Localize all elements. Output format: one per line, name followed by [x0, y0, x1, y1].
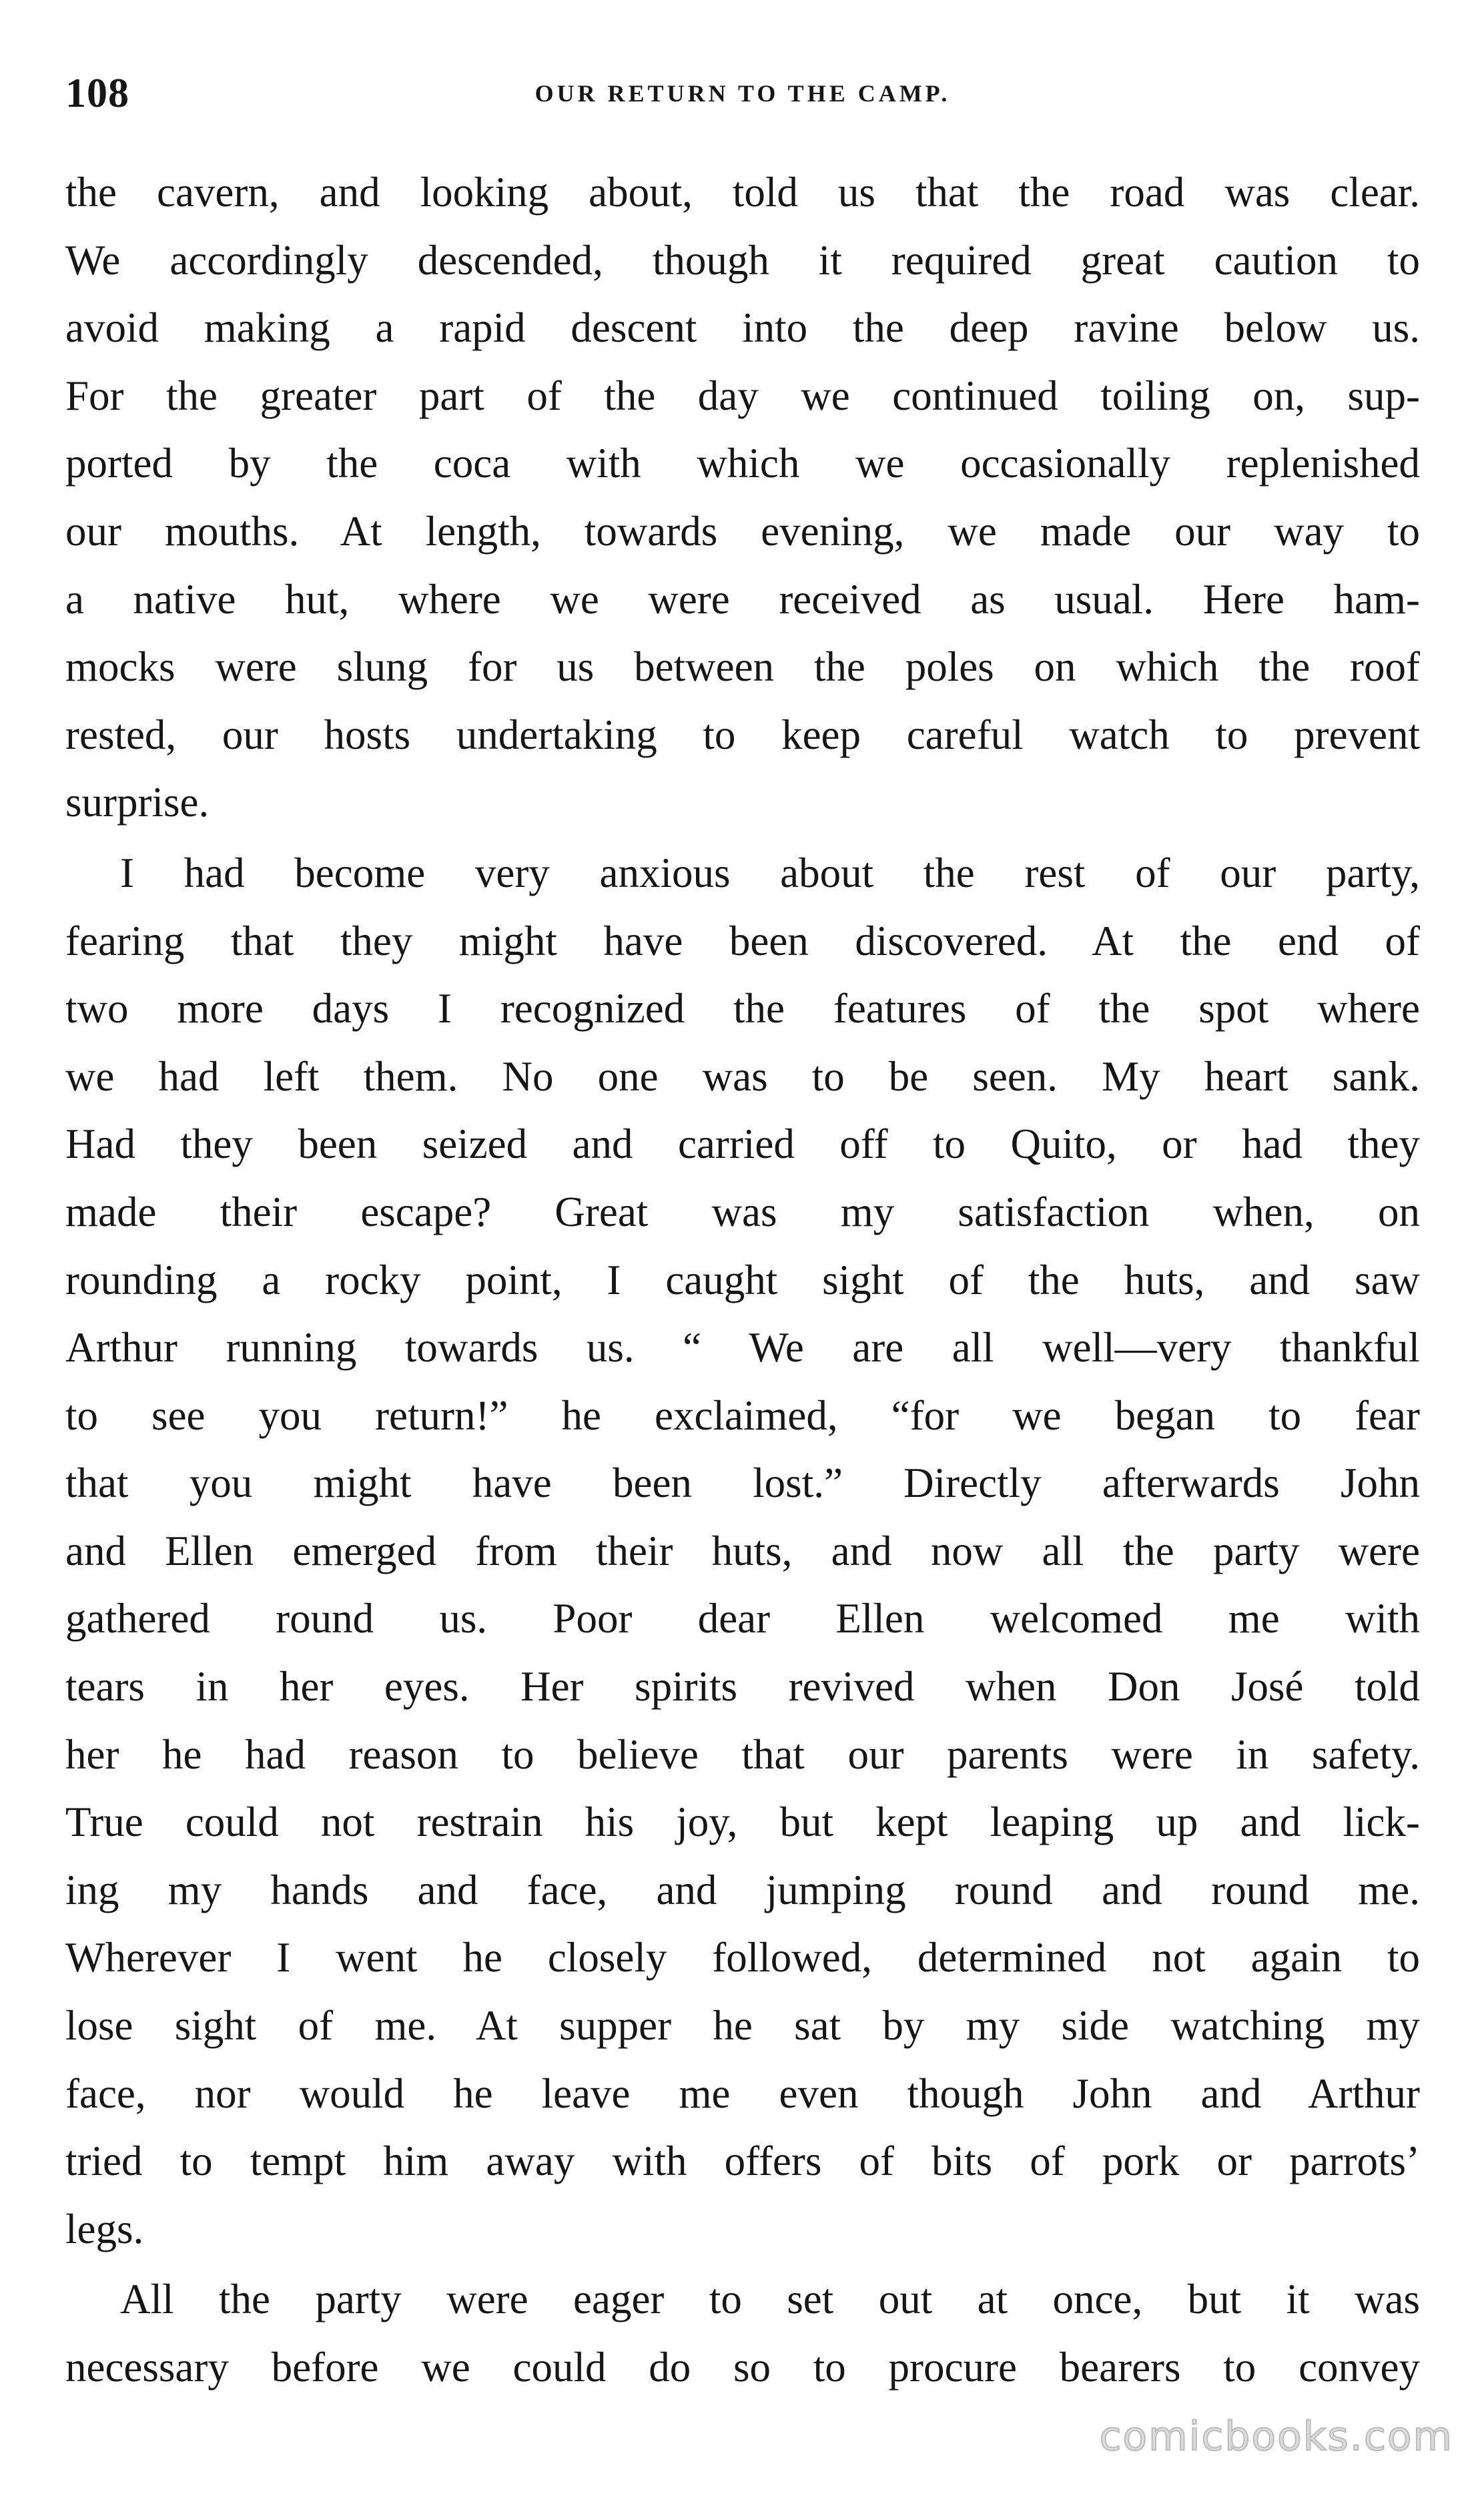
text-line: a native hut, where we were received as usual. Here ham-	[65, 575, 1420, 623]
text-line: the cavern, and looking about, told us that the road was clear.	[65, 169, 1420, 216]
text-line: face, nor would he leave me even though John and Arthur	[65, 2070, 1420, 2117]
body-text	[65, 159, 1420, 2402]
text-line: We accordingly descended, though it required great caution to	[65, 236, 1420, 284]
text-line: All the party were eager to set out at once, but it was	[120, 2276, 1420, 2323]
paragraph-1	[65, 159, 1420, 837]
text-line: to see you return!” he exclaimed, “for we began to fear	[65, 1391, 1420, 1439]
text-line: mocks were slung for us between the poles on which the roof	[65, 643, 1420, 691]
text-line: Had they been seized and carried off to Quito, or had they	[65, 1121, 1420, 1168]
text-line: rested, our hosts undertaking to keep careful watch to prevent	[65, 711, 1420, 758]
text-line: our mouths. At length, towards evening, we made our way to	[65, 507, 1420, 555]
text-line: tried to tempt him away with offers of bits of pork or parrots’	[65, 2138, 1420, 2185]
paragraph-2	[65, 840, 1420, 2263]
text-line: legs.	[65, 2205, 144, 2252]
text-line: lose sight of me. At supper he sat by my side watching my	[65, 2002, 1420, 2050]
paragraph-3	[65, 2266, 1420, 2401]
page-number: 108	[65, 71, 129, 116]
text-line: two more days I recognized the features of the spot where	[65, 985, 1420, 1032]
text-line: ing my hands and face, and jumping round and round me.	[65, 1866, 1420, 1913]
text-line: and Ellen emerged from their huts, and now all the party were	[65, 1527, 1420, 1574]
running-head	[65, 67, 1420, 120]
text-line: necessary before we could do so to procure bearers to convey	[65, 2344, 1420, 2391]
text-line: fearing that they might have been discovered. At the end of	[65, 917, 1420, 964]
text-line: I had become very anxious about the rest of our party,	[120, 849, 1420, 896]
text-line: Arthur running towards us. “ We are all well—very thankful	[65, 1324, 1420, 1371]
watermark: comicbooks.com	[1099, 2413, 1453, 2460]
text-line: that you might have been lost.” Directly afterwards John	[65, 1460, 1420, 1507]
text-line: True could not restrain his joy, but kept leaping up and lick-	[65, 1799, 1420, 1846]
text-line: gathered round us. Poor dear Ellen welcomed me with	[65, 1595, 1420, 1642]
text-line: ported by the coca with which we occasionally replenished	[65, 440, 1420, 487]
text-line: Wherever I went he closely followed, determined not again to	[65, 1934, 1420, 1981]
text-line: For the greater part of the day we continued toiling on, sup-	[65, 372, 1420, 419]
text-line: her he had reason to believe that our parents were in safety.	[65, 1731, 1420, 1778]
text-line: tears in her eyes. Her spirits revived when Don José told	[65, 1663, 1420, 1710]
text-line: we had left them. No one was to be seen. My heart sank.	[65, 1052, 1420, 1100]
text-line: rounding a rocky point, I caught sight of the huts, and saw	[65, 1256, 1420, 1303]
text-line: surprise.	[65, 779, 210, 826]
text-line: avoid making a rapid descent into the deep ravine below us.	[65, 304, 1420, 352]
text-line: made their escape? Great was my satisfaction when, on	[65, 1188, 1420, 1235]
running-title: OUR RETURN TO THE CAMP.	[534, 80, 951, 107]
